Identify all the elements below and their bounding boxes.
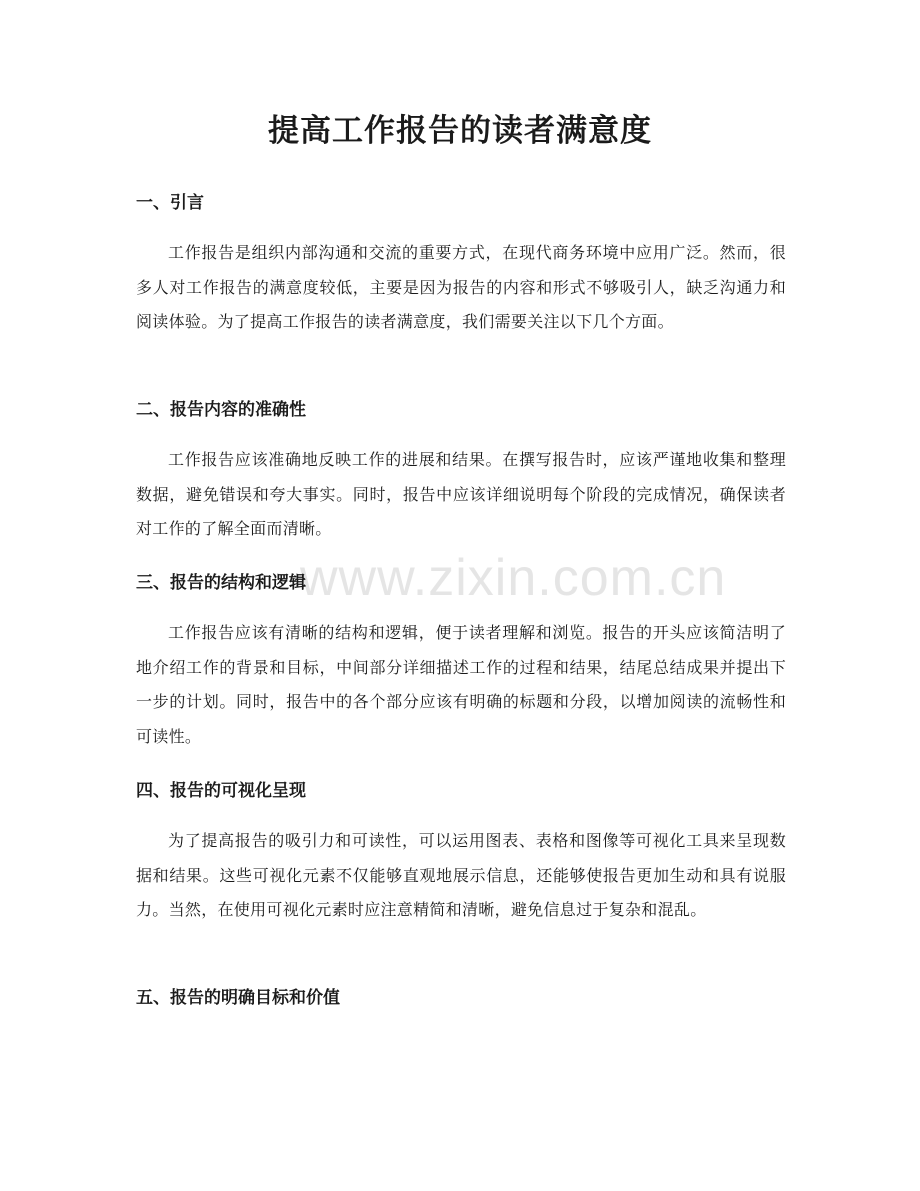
section-visualization	[136, 778, 786, 928]
section-heading: 四、报告的可视化呈现	[136, 781, 306, 801]
page-title: 提高工作报告的读者满意度	[268, 113, 652, 149]
section-content-accuracy	[136, 397, 786, 547]
section-structure-logic	[136, 570, 786, 754]
section-introduction	[136, 190, 786, 340]
section-goals-value	[136, 985, 786, 1011]
section-paragraph: 工作报告应该准确地反映工作的进展和结果。在撰写报告时，应该严谨地收集和整理数据，避免错误和夸大事实。同时，报告中应该详细说明每个阶段的完成情况，确保读者对工作的了解全面而清晰。	[136, 450, 786, 538]
section-heading: 二、报告内容的准确性	[136, 400, 306, 420]
section-heading: 一、引言	[136, 193, 204, 213]
section-paragraph: 工作报告应该有清晰的结构和逻辑，便于读者理解和浏览。报告的开头应该简洁明了地介绍工作的背景和目标，中间部分详细描述工作的过程和结果，结尾总结成果并提出下一步的计划。同时，报告中的各个部分应该有明确的标题和分段，以增加阅读的流畅性和可读性。	[136, 623, 786, 746]
watermark: www.zixin.com.cn	[300, 549, 727, 607]
section-heading: 三、报告的结构和逻辑	[136, 573, 306, 593]
section-paragraph: 为了提高报告的吸引力和可读性，可以运用图表、表格和图像等可视化工具来呈现数据和结果。这些可视化元素不仅能够直观地展示信息，还能够使报告更加生动和具有说服力。当然，在使用可视化元素时应注意精简和清晰，避免信息过于复杂和混乱。	[136, 831, 786, 919]
section-paragraph: 工作报告是组织内部沟通和交流的重要方式，在现代商务环境中应用广泛。然而，很多人对工作报告的满意度较低，主要是因为报告的内容和形式不够吸引人，缺乏沟通力和阅读体验。为了提高工作报告的读者满意度，我们需要关注以下几个方面。	[136, 243, 786, 331]
section-heading: 五、报告的明确目标和价值	[136, 988, 340, 1008]
